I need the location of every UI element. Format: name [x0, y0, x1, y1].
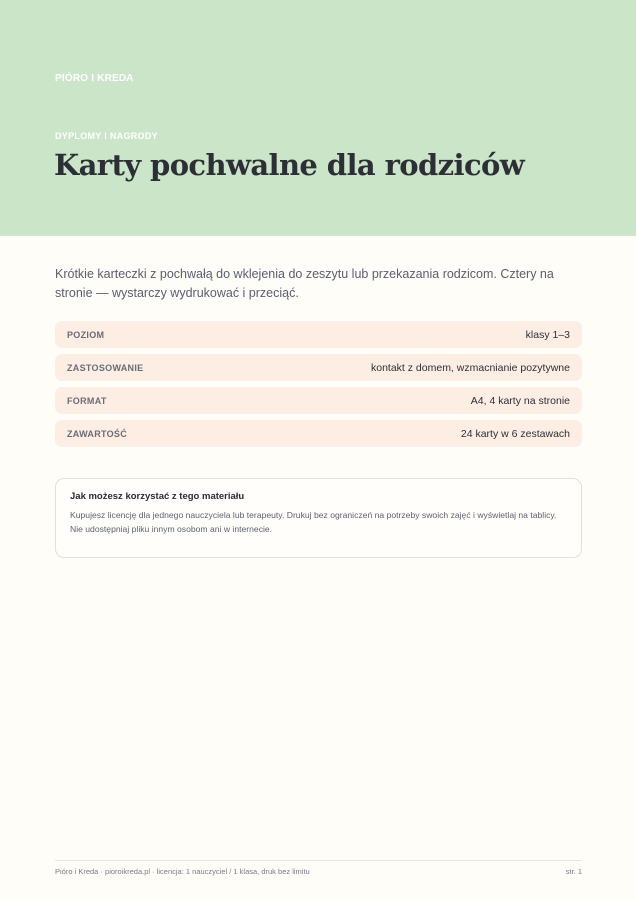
- page-footer: [55, 860, 582, 876]
- page-number: str. 1: [565, 867, 582, 876]
- footer-license-text: Pióro i Kreda · pioroikreda.pl · licencja: 1 nauczyciel / 1 klasa, druk bez limitu: [55, 867, 310, 876]
- meta-table: [55, 321, 582, 453]
- meta-value: klasy 1–3: [525, 328, 570, 341]
- meta-key: ZAWARTOŚĆ: [67, 428, 128, 439]
- notice-title: Jak możesz korzystać z tego materiału: [70, 491, 245, 502]
- intro-text: Krótkie karteczki z pochwałą do wklejenia do zeszytu lub przekazania rodzicom. Cztery na stronie — wystarczy wydrukować i przeciąć.: [55, 267, 554, 300]
- meta-value: 24 karty w 6 zestawach: [460, 427, 570, 440]
- license-notice: [55, 478, 582, 558]
- meta-key: FORMAT: [67, 395, 107, 406]
- notice-body: Kupujesz licencję dla jednego nauczyciela lub terapeuty. Drukuj bez ograniczeń na potrzeby swoich zajęć i wyświetlaj na tablicy. Nie udostępniaj pliku innym osobom ani w internecie.: [70, 510, 557, 534]
- meta-key: ZASTOSOWANIE: [67, 362, 144, 373]
- meta-row-format: [55, 387, 582, 414]
- meta-key: POZIOM: [67, 329, 105, 340]
- meta-value: kontakt z domem, wzmacnianie pozytywne: [370, 361, 570, 374]
- header-band: [0, 0, 636, 236]
- brand-name: PIÓRO I KREDA: [55, 73, 134, 84]
- category-label: DYPLOMY I NAGRODY: [55, 131, 158, 141]
- meta-row-level: [55, 321, 582, 348]
- meta-row-usage: [55, 354, 582, 381]
- page-title: Karty pochwalne dla rodziców: [54, 148, 525, 182]
- meta-value: A4, 4 karty na stronie: [470, 394, 570, 407]
- meta-row-contents: [55, 420, 582, 447]
